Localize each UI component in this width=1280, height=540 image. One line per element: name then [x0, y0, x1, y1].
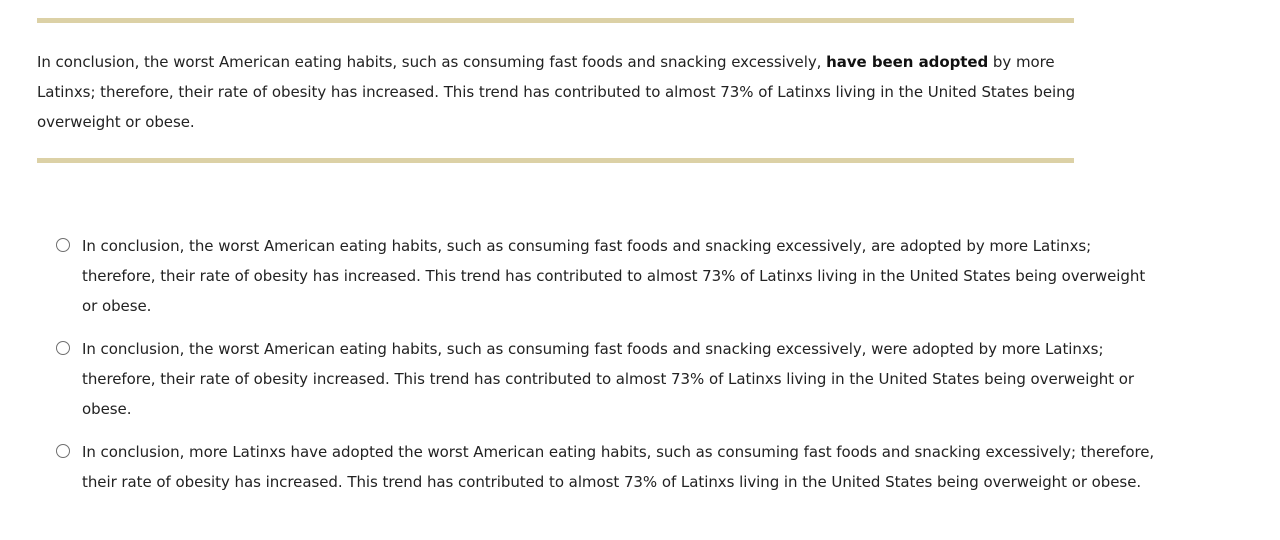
answer-option-2[interactable] — [56, 334, 1156, 424]
answer-option-2-text[interactable]: In conclusion, the worst American eating habits, such as consuming fast foods and snacking excessively, were adopted by more Latinxs; therefore, their rate of obesity increased. This trend has contributed to almost 73% of Latinxs living in the United States being overweight or obese. — [82, 340, 1135, 418]
radio-button-option-2[interactable] — [56, 341, 70, 355]
passage-text-after: by more Latinxs; therefore, their rate of obesity has increased. This trend has contributed to almost 73% of Latinxs living in the United States being overweight or obese. — [37, 53, 1076, 131]
answer-option-3[interactable] — [56, 437, 1156, 497]
radio-button-option-1[interactable] — [56, 238, 70, 252]
passage-bottom-divider — [37, 158, 1074, 163]
answer-option-1-text[interactable]: In conclusion, the worst American eating habits, such as consuming fast foods and snacking excessively, are adopted by more Latinxs; therefore, their rate of obesity has increased. This trend has contributed to almost 73% of Latinxs living in the United States being overweight or obese. — [82, 237, 1146, 315]
passage-highlighted-phrase: have been adopted — [826, 53, 989, 71]
passage-text-before: In conclusion, the worst American eating habits, such as consuming fast foods and snacking excessively, — [37, 53, 827, 71]
question-passage — [37, 47, 1077, 137]
answer-option-3-text[interactable]: In conclusion, more Latinxs have adopted the worst American eating habits, such as consuming fast foods and snacking excessively; therefore, their rate of obesity has increased. This trend has contributed to almost 73% of Latinxs living in the United States being overweight or obese. — [82, 443, 1155, 491]
answer-option-1[interactable] — [56, 231, 1156, 321]
radio-button-option-3[interactable] — [56, 444, 70, 458]
answer-choices — [56, 231, 1156, 510]
passage-top-divider — [37, 18, 1074, 23]
